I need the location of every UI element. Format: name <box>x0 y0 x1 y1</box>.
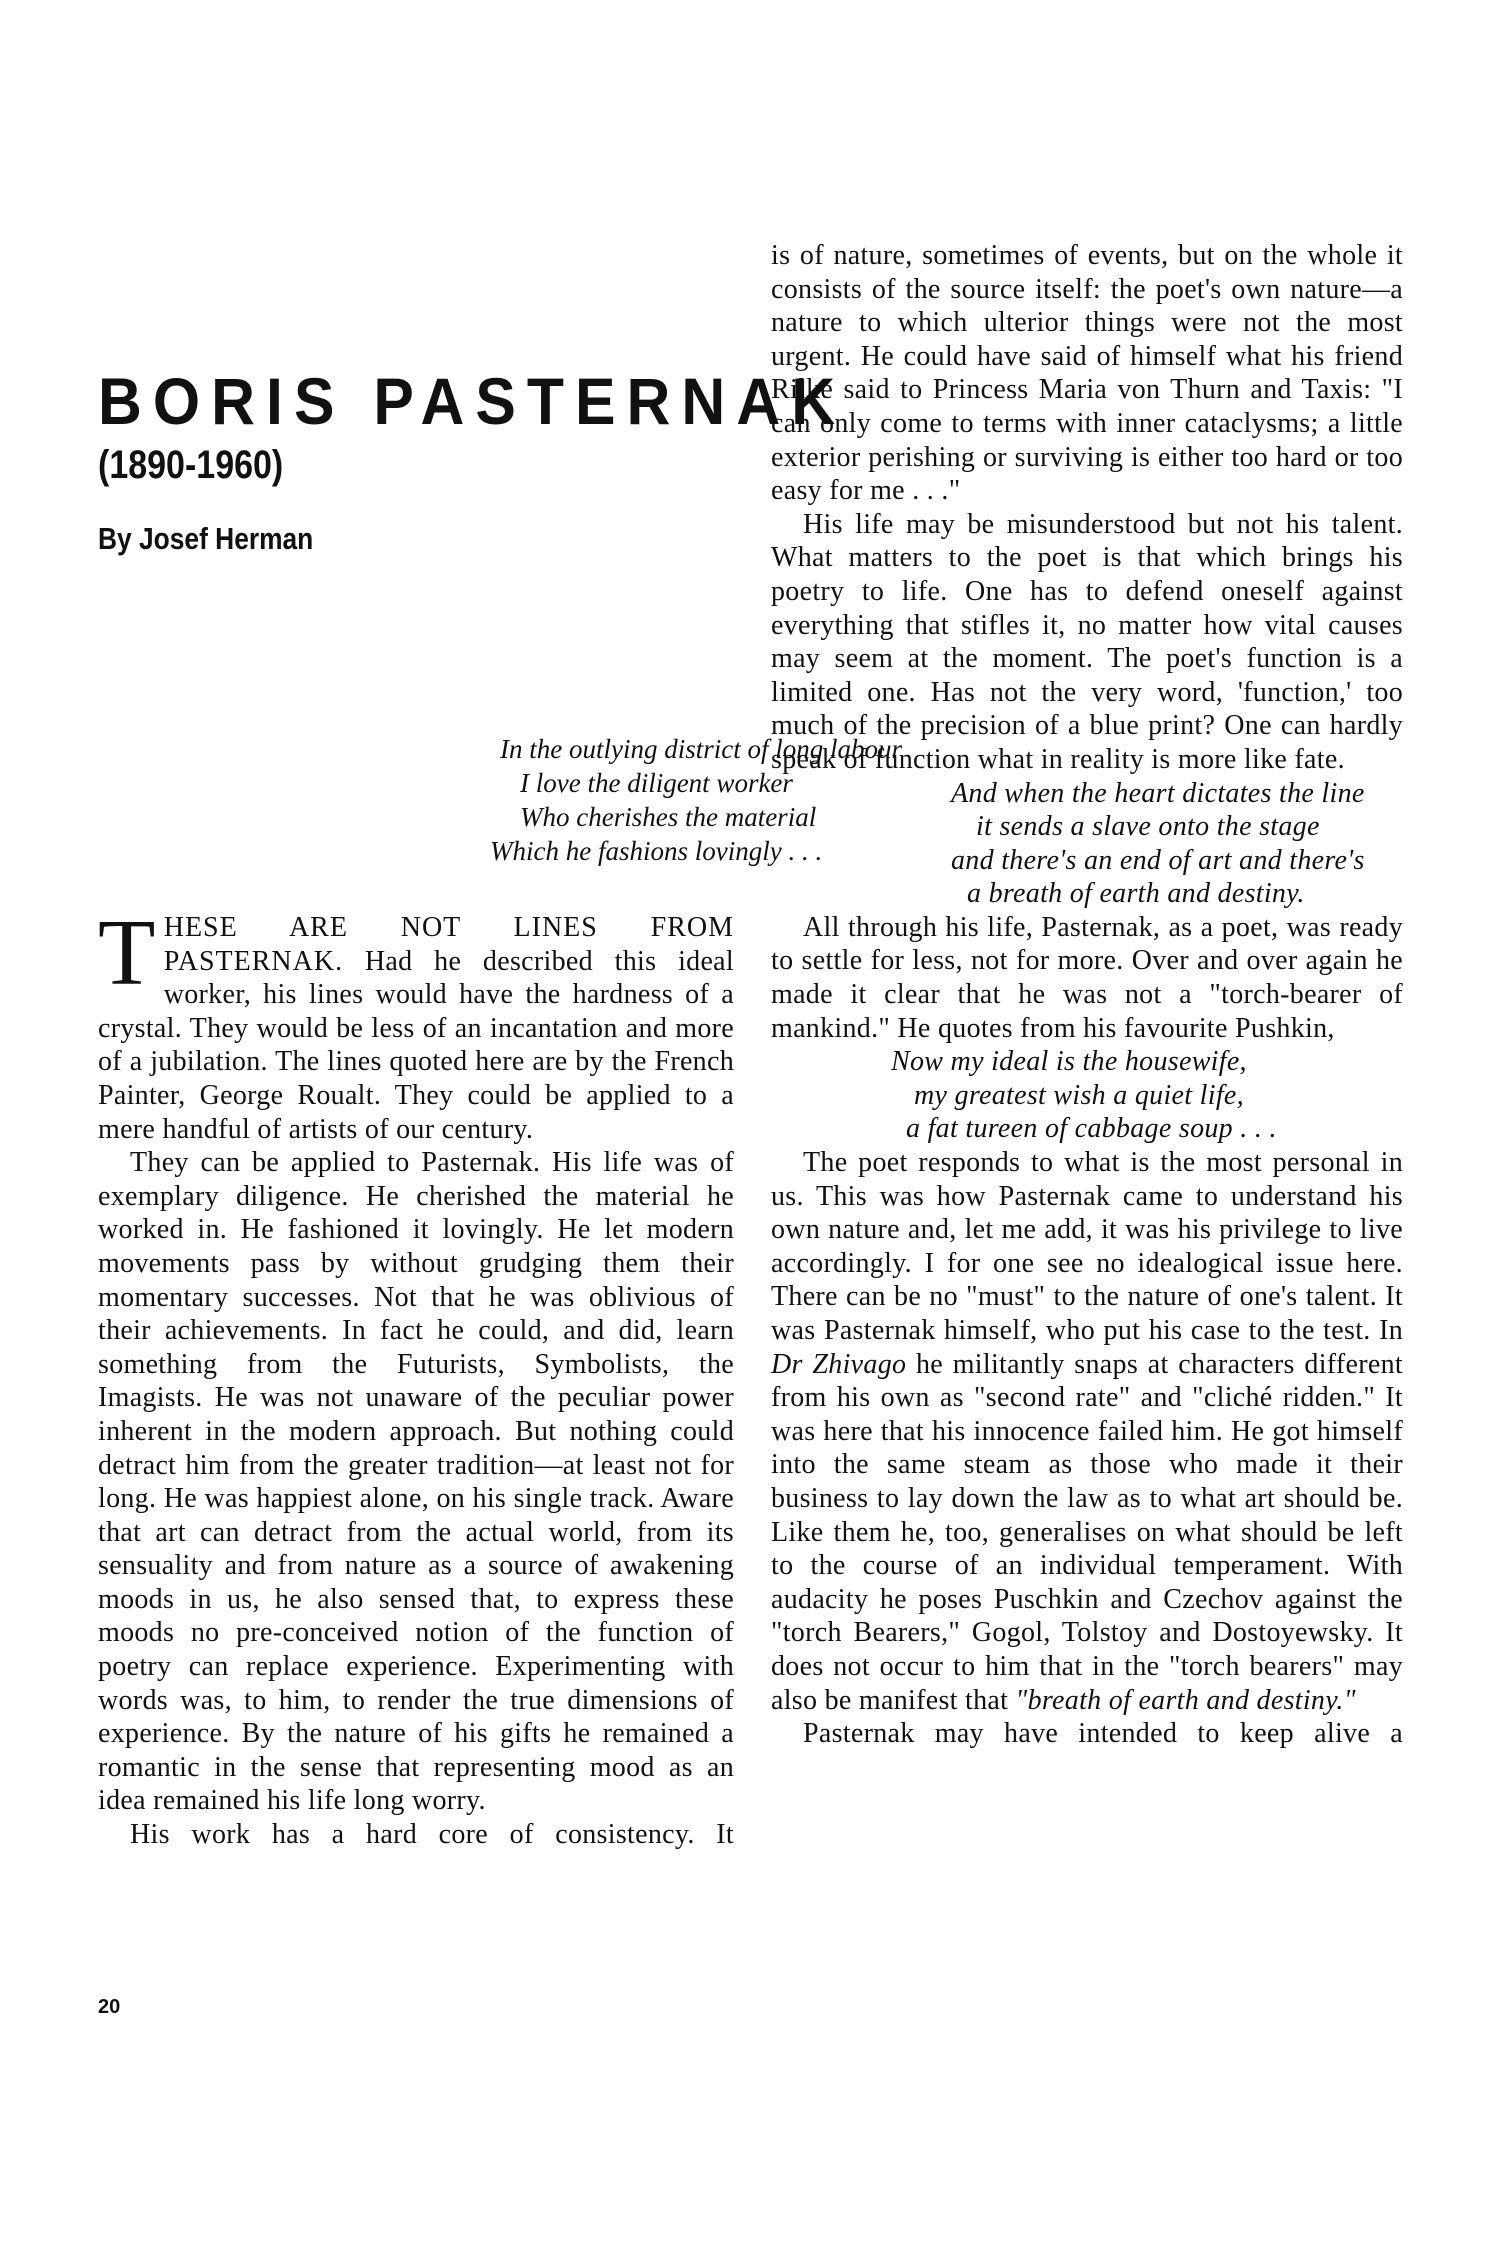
epigraph <box>490 732 902 868</box>
epigraph-line: I love the diligent worker <box>520 768 793 798</box>
quote-text: "breath of earth and destiny." <box>1015 1684 1356 1716</box>
poem-line: And when the heart dictates the line <box>951 777 1365 809</box>
paragraph-text: he militantly snaps at characters different from his own as "second rate" and "cliché ridden." It was here that his innocence failed him. He got himself into the same steam as those who made it their business to lay down the law as to what art should be. Like them he, too, generalises on what should be left to the course of an individual temperament. With audacity he poses Puschkin and Czechov against the "torch Bearers," Gogol, Tolstoy and Dostoyewsky. It does not occur to him that in the "torch bearers" may also be manifest that <box>771 1348 1403 1716</box>
poem-line: it sends a slave onto the stage <box>976 811 1320 843</box>
poem-quote <box>771 1045 1403 1146</box>
drop-cap: T <box>98 901 156 1005</box>
right-column <box>771 239 1403 1751</box>
article-byline: By Josef Herman <box>98 521 314 556</box>
paragraph: All through his life, Pasternak, as a poet, was ready to settle for less, not for more. Over and over again he made it clear that he was not a "torch-bearer of mankind." He quotes from his favourite Pushkin, <box>771 911 1403 1044</box>
poem-line: a breath of earth and destiny. <box>967 878 1305 910</box>
article-title: BORIS PASTERNAK <box>98 364 847 438</box>
poem-line: and there's an end of art and there's <box>951 844 1365 876</box>
paragraph <box>771 1146 1403 1717</box>
article-dates: (1890-1960) <box>98 443 284 487</box>
poem-line: a fat tureen of cabbage soup . . . <box>906 1113 1277 1145</box>
lead-in: HESE ARE NOT LINES FROM PASTERNAK. <box>163 912 734 977</box>
left-column <box>98 901 734 1852</box>
book-title: Dr Zhivago <box>771 1348 907 1380</box>
paragraph: is of nature, sometimes of events, but on the whole it consists of the source itself: the poet's own nature—a nature to which ulterior things were not the most urgent. He could have said of himself what his friend Rilke said to Princess Maria von Thurn and Taxis: "I can only come to terms with inner cataclysms; a little exterior perishing or surviving is either too hard or too easy for me . . ." <box>771 240 1403 507</box>
epigraph-line: Which he fashions lovingly . . . <box>490 836 823 866</box>
paragraph: His life may be misunderstood but not his talent. What matters to the poet is that which brings his poetry to life. One has to defend oneself against everything that stifles it, no matter how vital causes may seem at the moment. The poet's function is a limited one. Has not the very word, 'function,' too much of the precision of a blue print? One can hardly speak of function what in reality is more like fate. <box>771 508 1403 775</box>
epigraph-line: In the outlying district of long labour <box>500 734 902 764</box>
paragraph: Pasternak may have intended to keep alive a <box>803 1718 1403 1750</box>
paragraph <box>98 901 734 1146</box>
paragraph-text: The poet responds to what is the most personal in us. This was how Pasternak came to understand his own nature and, let me add, it was his privilege to live accordingly. I for one see no idealogical issue here. There can be no "must" to the nature of one's talent. It was Pasternak himself, who put his case to the test. In <box>771 1147 1403 1346</box>
paragraph-text: Had he described this ideal worker, his lines would have the hardness of a crystal. They would be less of an incantation and more of a jubilation. The lines quoted here are by the French Painter, George Roualt. They could be applied to a mere handful of artists of our century. <box>98 945 734 1145</box>
poem-quote <box>771 777 1403 911</box>
epigraph-line: Who cherishes the material <box>520 802 817 832</box>
paragraph: They can be applied to Pasternak. His life was of exemplary diligence. He cherished the material he worked in. He fashioned it lovingly. He let modern movements pass by without grudging them their momentary successes. Not that he was oblivious of their achievements. In fact he could, and did, learn something from the Futurists, Symbolists, the Imagists. He was not unaware of the peculiar power inherent in the modern approach. But nothing could detract him from the greater tradition—at least not for long. He was happiest alone, on his single track. Aware that art can detract from the actual world, from its sensuality and from nature as a source of awakening moods in us, he also sensed that, to express these moods no pre-conceived notion of the function of poetry can replace experience. Experimenting with words was, to him, to render the true dimensions of experience. By the nature of his gifts he remained a romantic in the sense that representing mood as an idea remained his life long worry. <box>98 1147 734 1817</box>
poem-line: my greatest wish a quiet life, <box>914 1079 1244 1111</box>
paragraph: His work has a hard core of consistency. It <box>130 1819 734 1851</box>
page-number: 20 <box>98 1996 121 2018</box>
poem-line: Now my ideal is the housewife, <box>891 1046 1247 1078</box>
